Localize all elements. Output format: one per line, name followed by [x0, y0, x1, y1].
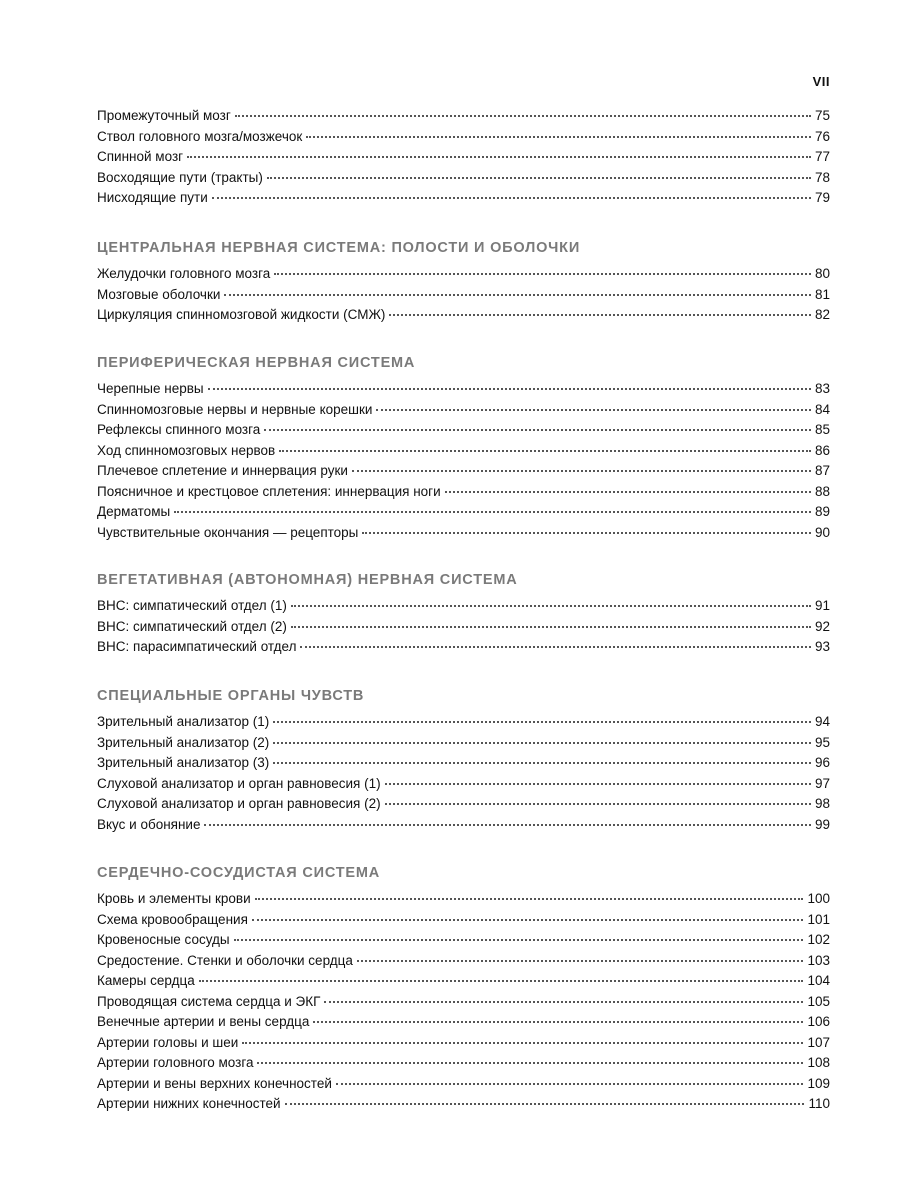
toc-entry[interactable]	[97, 400, 830, 421]
section-heading: СЕРДЕЧНО-СОСУДИСТАЯ СИСТЕМА	[97, 865, 381, 881]
section-heading: СПЕЦИАЛЬНЫЕ ОРГАНЫ ЧУВСТВ	[97, 688, 365, 704]
toc-entry-title: Поясничное и крестцовое сплетения: иннервация ноги	[97, 483, 441, 499]
dot-leader	[212, 196, 811, 199]
toc-entry[interactable]	[97, 774, 830, 795]
dot-leader	[279, 449, 811, 452]
dot-leader	[291, 604, 811, 607]
toc-entry[interactable]	[97, 482, 830, 503]
toc-entry-title: Кровь и элементы крови	[97, 891, 251, 906]
toc-entry-page: 101	[807, 911, 830, 927]
toc-entry[interactable]	[97, 1012, 830, 1033]
toc-entry-page: 90	[814, 524, 830, 540]
toc-entry-page: 77	[814, 149, 830, 164]
toc-entry[interactable]	[97, 1074, 830, 1095]
dot-leader	[252, 918, 804, 921]
toc-entry-title: Камеры сердца	[97, 973, 195, 988]
toc-entry-page: 93	[814, 639, 830, 654]
toc-entry-title: ВНС: симпатический отдел (2)	[97, 618, 287, 634]
dot-leader	[264, 428, 811, 431]
toc-entry-page: 83	[814, 381, 830, 396]
dot-leader	[242, 1041, 803, 1044]
toc-entry-page: 81	[814, 286, 830, 302]
toc-entry-title: Рефлексы спинного мозга	[97, 422, 261, 437]
toc-entry[interactable]	[97, 889, 830, 910]
toc-entry-page: 106	[807, 1014, 830, 1029]
toc-entry-title: Ствол головного мозга/мозжечок	[97, 128, 303, 144]
dot-leader	[234, 938, 804, 941]
dot-leader	[336, 1082, 804, 1085]
toc-entry-title: ВНС: симпатический отдел (1)	[97, 598, 287, 613]
toc-entry-page: 87	[814, 463, 830, 478]
toc-entry-title: Проводящая система сердца и ЭКГ	[97, 993, 321, 1009]
toc-entry-page: 94	[814, 714, 830, 729]
dot-leader	[362, 531, 811, 534]
dot-leader	[204, 823, 810, 826]
toc-entry-title: Зрительный анализатор (3)	[97, 755, 270, 770]
section-entries	[97, 379, 830, 543]
dot-leader	[273, 741, 811, 744]
dot-leader	[300, 645, 811, 648]
toc-entry-title: Кровеносные сосуды	[97, 932, 230, 947]
dot-leader	[187, 155, 811, 158]
toc-entry[interactable]	[97, 1094, 830, 1115]
toc-entry-page: 109	[807, 1075, 830, 1091]
toc-entry[interactable]	[97, 815, 830, 836]
toc-entry-page: 110	[808, 1096, 830, 1111]
section-entries	[97, 889, 830, 1115]
toc-entry[interactable]	[97, 910, 830, 931]
toc-entry-title: Слуховой анализатор и орган равновесия (2)	[97, 796, 381, 811]
toc-entry-title: Ход спинномозговых нервов	[97, 442, 276, 458]
dot-leader	[357, 959, 804, 962]
toc-entry[interactable]	[97, 930, 830, 951]
dot-leader	[291, 625, 811, 628]
dot-leader	[389, 313, 811, 316]
toc-entry-title: Черепные нервы	[97, 381, 204, 396]
toc-entry[interactable]	[97, 147, 830, 168]
toc-entry-page: 92	[814, 618, 830, 634]
toc-entry-title: Вкус и обоняние	[97, 816, 201, 832]
toc-entry-page: 96	[814, 755, 830, 770]
toc-entry-page: 79	[814, 190, 830, 205]
toc-entry-title: Мозговые оболочки	[97, 286, 221, 302]
dot-leader	[174, 510, 811, 513]
toc-entry-page: 86	[814, 442, 830, 458]
toc-entry-title: Артерии и вены верхних конечностей	[97, 1075, 332, 1091]
toc-entry-page: 78	[814, 169, 830, 185]
dot-leader	[224, 293, 811, 296]
toc-entry-page: 88	[814, 483, 830, 499]
toc-entry[interactable]	[97, 794, 830, 815]
section-heading: ВЕГЕТАТИВНАЯ (АВТОНОМНАЯ) НЕРВНАЯ СИСТЕМА	[97, 572, 518, 588]
dot-leader	[324, 1000, 803, 1003]
toc-entry-page: 108	[807, 1055, 830, 1070]
toc-entry[interactable]	[97, 1053, 830, 1074]
toc-entry-page: 85	[814, 422, 830, 437]
toc-entry-title: Венечные артерии и вены сердца	[97, 1014, 310, 1029]
toc-entry[interactable]	[97, 441, 830, 462]
toc-entry-title: Артерии нижних конечностей	[97, 1096, 281, 1111]
toc-entry[interactable]	[97, 617, 830, 638]
toc-entry-page: 84	[814, 401, 830, 417]
toc-entry-title: Нисходящие пути	[97, 190, 208, 205]
toc-entry-title: Спинной мозг	[97, 149, 184, 164]
dot-leader	[445, 490, 811, 493]
toc-entry-title: Средостение. Стенки и оболочки сердца	[97, 952, 353, 968]
toc-entry[interactable]	[97, 753, 830, 774]
toc-entry-page: 80	[814, 266, 830, 281]
dot-leader	[273, 720, 811, 723]
toc-entry[interactable]	[97, 461, 830, 482]
toc-entry[interactable]	[97, 502, 830, 523]
dot-leader	[385, 782, 811, 785]
dot-leader	[376, 408, 811, 411]
dot-leader	[257, 1061, 803, 1064]
toc-entry-page: 103	[807, 952, 830, 968]
section-heading: ПЕРИФЕРИЧЕСКАЯ НЕРВНАЯ СИСТЕМА	[97, 355, 416, 371]
section-entries	[97, 712, 830, 835]
toc-entry[interactable]	[97, 379, 830, 400]
toc-entry[interactable]	[97, 523, 830, 544]
toc-entry-page: 76	[814, 128, 830, 144]
section-heading: ЦЕНТРАЛЬНАЯ НЕРВНАЯ СИСТЕМА: ПОЛОСТИ И ОБОЛОЧКИ	[97, 240, 581, 256]
toc-entry-title: Желудочки головного мозга	[97, 266, 271, 281]
toc-entry[interactable]	[97, 712, 830, 733]
toc-entry-page: 82	[814, 307, 830, 322]
dot-leader	[352, 469, 811, 472]
toc-entry-page: 95	[814, 734, 830, 750]
dot-leader	[385, 802, 811, 805]
dot-leader	[255, 897, 804, 900]
toc-entry-page: 99	[814, 816, 830, 832]
dot-leader	[208, 387, 811, 390]
toc-entry-title: Дерматомы	[97, 504, 171, 519]
section-entries	[97, 264, 830, 326]
dot-leader	[273, 761, 811, 764]
toc-entry[interactable]	[97, 420, 830, 441]
toc-entry[interactable]	[97, 188, 830, 209]
dot-leader	[285, 1102, 805, 1105]
toc-entry[interactable]	[97, 733, 830, 754]
dot-leader	[313, 1020, 803, 1023]
toc-entry-title: Чувствительные окончания — рецепторы	[97, 524, 359, 540]
toc-entry-page: 91	[814, 598, 830, 613]
toc-entry-page: 107	[807, 1034, 830, 1050]
toc-entry-title: Артерии головного мозга	[97, 1055, 254, 1070]
toc-entry[interactable]	[97, 596, 830, 617]
toc-entry-page: 98	[814, 796, 830, 811]
toc-entry[interactable]	[97, 637, 830, 658]
toc-entry[interactable]	[97, 168, 830, 189]
toc-entry-page: 100	[807, 891, 830, 906]
toc-entry-title: Спинномозговые нервы и нервные корешки	[97, 401, 373, 417]
dot-leader	[199, 979, 804, 982]
toc-entry-page: 102	[807, 932, 830, 947]
toc-entry-title: Слуховой анализатор и орган равновесия (1)	[97, 775, 381, 791]
toc-entry[interactable]	[97, 106, 830, 127]
dot-leader	[274, 272, 811, 275]
toc-entry-title: ВНС: парасимпатический отдел	[97, 639, 297, 654]
toc-entry[interactable]	[97, 971, 830, 992]
toc-entry[interactable]	[97, 264, 830, 285]
toc-entry-title: Зрительный анализатор (2)	[97, 734, 270, 750]
toc-entry-page: 105	[807, 993, 830, 1009]
toc-entry-title: Артерии головы и шеи	[97, 1034, 239, 1050]
page-number: VII	[812, 74, 830, 89]
toc-entry[interactable]	[97, 1033, 830, 1054]
toc-entry-title: Зрительный анализатор (1)	[97, 714, 270, 729]
toc-entry-title: Схема кровообращения	[97, 911, 248, 927]
toc-entry-title: Промежуточный мозг	[97, 108, 231, 123]
toc-entry-page: 97	[814, 775, 830, 791]
toc-entry-page: 75	[814, 108, 830, 123]
toc-entry[interactable]	[97, 305, 830, 326]
table-of-contents	[97, 0, 830, 1200]
section-entries	[97, 596, 830, 658]
toc-entry[interactable]	[97, 992, 830, 1013]
toc-entry-page: 89	[814, 504, 830, 519]
toc-entry[interactable]	[97, 285, 830, 306]
toc-entry[interactable]	[97, 127, 830, 148]
toc-entry[interactable]	[97, 951, 830, 972]
dot-leader	[235, 114, 811, 117]
toc-entry-page: 104	[807, 973, 830, 988]
dot-leader	[267, 176, 811, 179]
toc-entry-title: Восходящие пути (тракты)	[97, 169, 263, 185]
toc-entry-title: Циркуляция спинномозговой жидкости (СМЖ)	[97, 307, 386, 322]
toc-entry-title: Плечевое сплетение и иннервация руки	[97, 463, 348, 478]
intro-entries	[97, 106, 830, 209]
dot-leader	[306, 135, 811, 138]
